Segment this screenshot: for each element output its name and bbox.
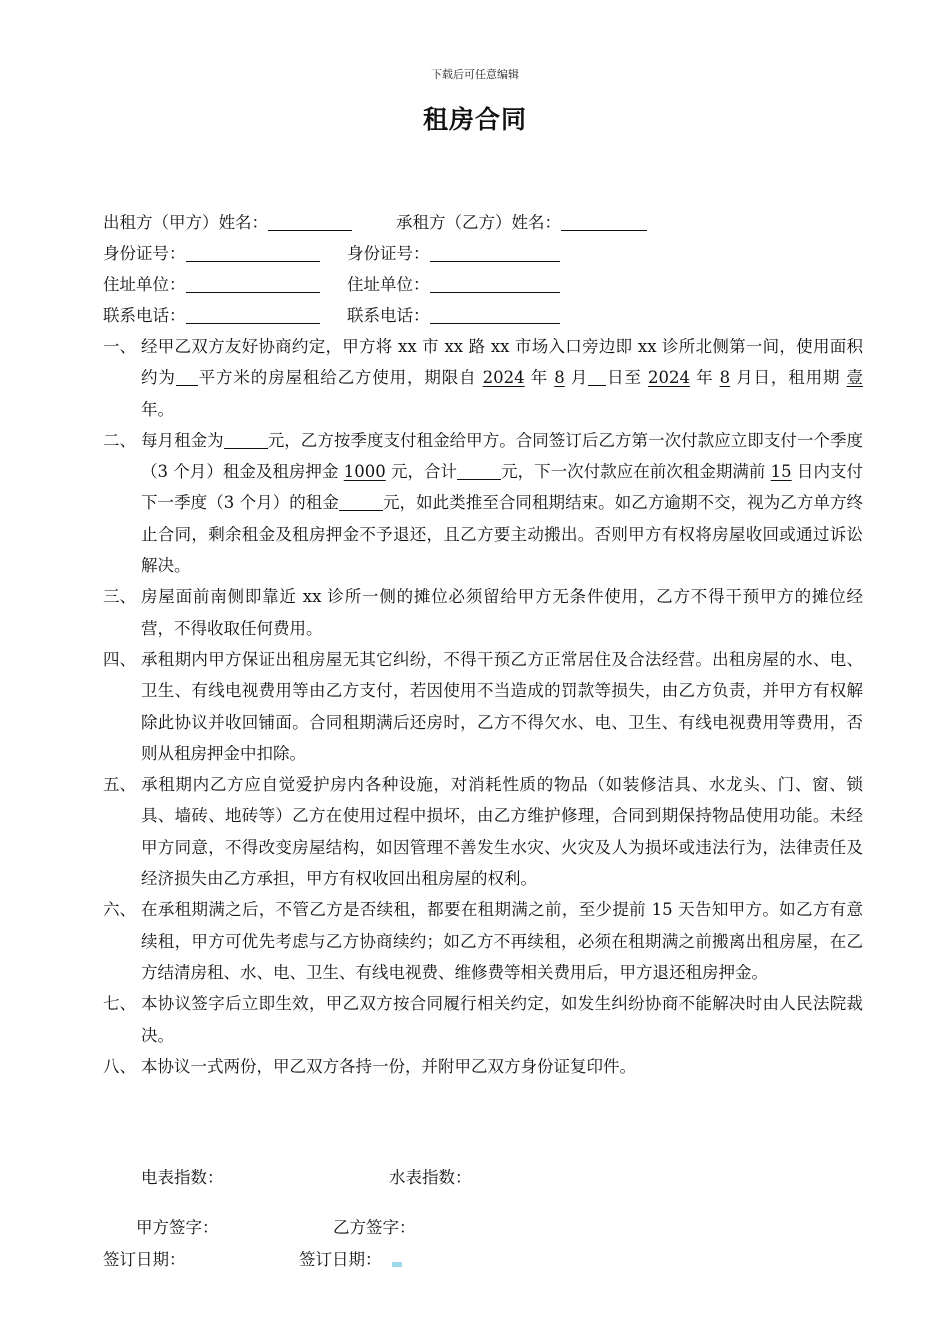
start-year: 2024 (482, 368, 525, 388)
start-day-blank[interactable] (588, 367, 606, 386)
lessee-phone-field (347, 300, 560, 331)
lessee-phone-blank[interactable] (430, 303, 560, 324)
clause-text: 本协议一式两份，甲乙双方各持一份，并附甲乙双方身份证复印件。 (141, 1056, 636, 1076)
lessee-name-blank[interactable] (561, 210, 647, 231)
lessee-phone-label: 联系电话： (347, 306, 430, 325)
clause-text: 平方米的房屋租给乙方使用，期限自 (197, 368, 483, 388)
clause-8 (103, 1051, 863, 1082)
phone-row (103, 300, 863, 331)
name-row (103, 207, 863, 238)
clause-3 (103, 581, 863, 644)
contract-body (103, 207, 863, 1082)
clause-text: 年 (524, 368, 555, 388)
lessor-address-blank[interactable] (186, 272, 320, 293)
lessee-name-label: 承租方（乙方）姓名： (396, 213, 561, 232)
party-b-date-label: 签订日期： (299, 1250, 382, 1269)
next-rent-blank[interactable] (339, 492, 383, 511)
id-row (103, 238, 863, 269)
lessor-phone-field (103, 300, 320, 331)
party-b-signature-label: 乙方签字： (333, 1218, 416, 1237)
water-meter-label: 水表指数： (389, 1168, 472, 1187)
clause-7 (103, 988, 863, 1051)
lessor-address-label: 住址单位： (103, 275, 186, 294)
clause-text: 年。 (141, 399, 174, 419)
clause-number: 六、 (103, 900, 136, 920)
clause-number: 二、 (103, 430, 136, 450)
lessee-id-blank[interactable] (430, 241, 560, 262)
cursor-marker (392, 1262, 402, 1267)
clause-text: 元，乙方按季度支付租金给甲方。合同签订后乙方第一次付款应立即支付一个季度（3 个月）租金及租房押金 (141, 430, 864, 482)
clause-number: 五、 (103, 775, 136, 795)
lessee-id-label: 身份证号： (347, 244, 430, 263)
area-blank[interactable] (176, 367, 198, 386)
clause-number: 七、 (103, 994, 136, 1014)
clause-text: 元，如此类推至合同租期结束。如乙方逾期不交，视为乙方单方终止合同，剩余租金及租房押金不予退还，且乙方要主动搬出。否则甲方有权将房屋收回或通过诉讼解决。 (141, 493, 863, 576)
lessee-address-blank[interactable] (430, 272, 560, 293)
address-row (103, 269, 863, 300)
payment-days: 15 (770, 462, 792, 482)
lessor-name-blank[interactable] (268, 210, 352, 231)
end-month: 8 (719, 368, 731, 388)
clause-number: 八、 (103, 1056, 136, 1076)
lessor-id-label: 身份证号： (103, 244, 186, 263)
page-title: 租房合同 (422, 105, 527, 134)
clause-text: 承租期内甲方保证出租房屋无其它纠纷，不得干预乙方正常居住及合法经营。出租房屋的水、电、卫生、有线电视费用等由乙方支付，若因使用不当造成的罚款等损失，由乙方负责，并甲方有权解除此协议并收回铺面。合同租期满后还房时，乙方不得欠水、电、卫生、有线电视费用等费用，否则从租房押金中扣除。 (141, 649, 863, 763)
lessor-name-label: 出租方（甲方）姓名： (103, 213, 268, 232)
clause-text: 元，合计 (385, 462, 458, 482)
clause-6 (103, 894, 863, 988)
clause-text: 本协议签字后立即生效，甲乙双方按合同履行相关约定，如发生纠纷协商不能解决时由人民法院裁决。 (141, 994, 863, 1045)
clause-text: 月日，租用期 (730, 368, 847, 388)
lessee-id-field (347, 238, 560, 269)
lessee-address-field (347, 269, 560, 300)
clause-4 (103, 644, 863, 769)
party-b-date-field (299, 1246, 402, 1270)
lessor-id-blank[interactable] (186, 241, 320, 262)
clause-2 (103, 425, 863, 581)
lessee-address-label: 住址单位： (347, 275, 430, 294)
clause-number: 四、 (103, 649, 136, 669)
clause-text: 月 (564, 368, 589, 388)
clause-text: 年 (689, 368, 720, 388)
total-blank[interactable] (457, 461, 501, 480)
electric-meter-label: 电表指数： (141, 1168, 224, 1187)
clause-5 (103, 769, 863, 894)
clause-text: 元，下一次付款应在前次租金期满前 (501, 462, 771, 482)
download-note: 下载后可任意编辑 (431, 68, 519, 81)
party-a-date-label: 签订日期： (103, 1250, 186, 1269)
end-year: 2024 (647, 368, 690, 388)
lessor-phone-blank[interactable] (186, 303, 320, 324)
lessee-name-field (396, 207, 647, 238)
lessor-phone-label: 联系电话： (103, 306, 186, 325)
clause-text: 承租期内乙方应自觉爱护房内各种设施，对消耗性质的物品（如装修洁具、水龙头、门、窗、锁具、墙砖、地砖等）乙方在使用过程中损坏，由乙方维护修理，合同到期保持物品使用功能。未经甲方同意，不得改变房屋结构，如因管理不善发生水灾、火灾及人为损坏或违法行为，法律责任及经济损失由乙方承担，甲方有权收回出租房屋的权利。 (141, 775, 863, 889)
clause-text: 在承租期满之后，不管乙方是否续租，都要在租期满之前，至少提前 15 天告知甲方。如乙方有意续租，甲方可优先考虑与乙方协商续约；如乙方不再续租，必须在租期满之前搬离出租房屋，在乙方结清房租、水、电、卫生、有线电视费、维修费等相关费用后，甲方退还租房押金。 (141, 900, 863, 982)
clause-text: 每月租金为 (141, 430, 224, 450)
clause-text: 房屋面前南侧即靠近 xx 诊所一侧的摊位必须留给甲方无条件使用，乙方不得干预甲方的摊位经营，不得收取任何费用。 (141, 587, 863, 638)
clause-text: 经甲乙双方友好协商约定，甲方将 xx 市 xx 路 xx 市场入口旁边即 xx 诊所北侧第一间，使用面积约为 (141, 337, 863, 388)
clause-1 (103, 331, 863, 425)
deposit-amount: 1000 (343, 462, 386, 482)
lessor-id-field (103, 238, 320, 269)
lease-term: 壹 (846, 368, 864, 388)
clause-number: 一、 (103, 337, 136, 356)
clause-text: 日内支付下一季度（3 个月）的租金 (141, 462, 863, 513)
clause-text: 日至 (606, 368, 648, 388)
lessor-address-field (103, 269, 320, 300)
party-a-signature-label: 甲方签字： (136, 1218, 219, 1237)
monthly-rent-blank[interactable] (224, 430, 268, 449)
lessor-name-field (103, 207, 352, 238)
start-month: 8 (554, 368, 565, 388)
clause-number: 三、 (103, 587, 136, 607)
